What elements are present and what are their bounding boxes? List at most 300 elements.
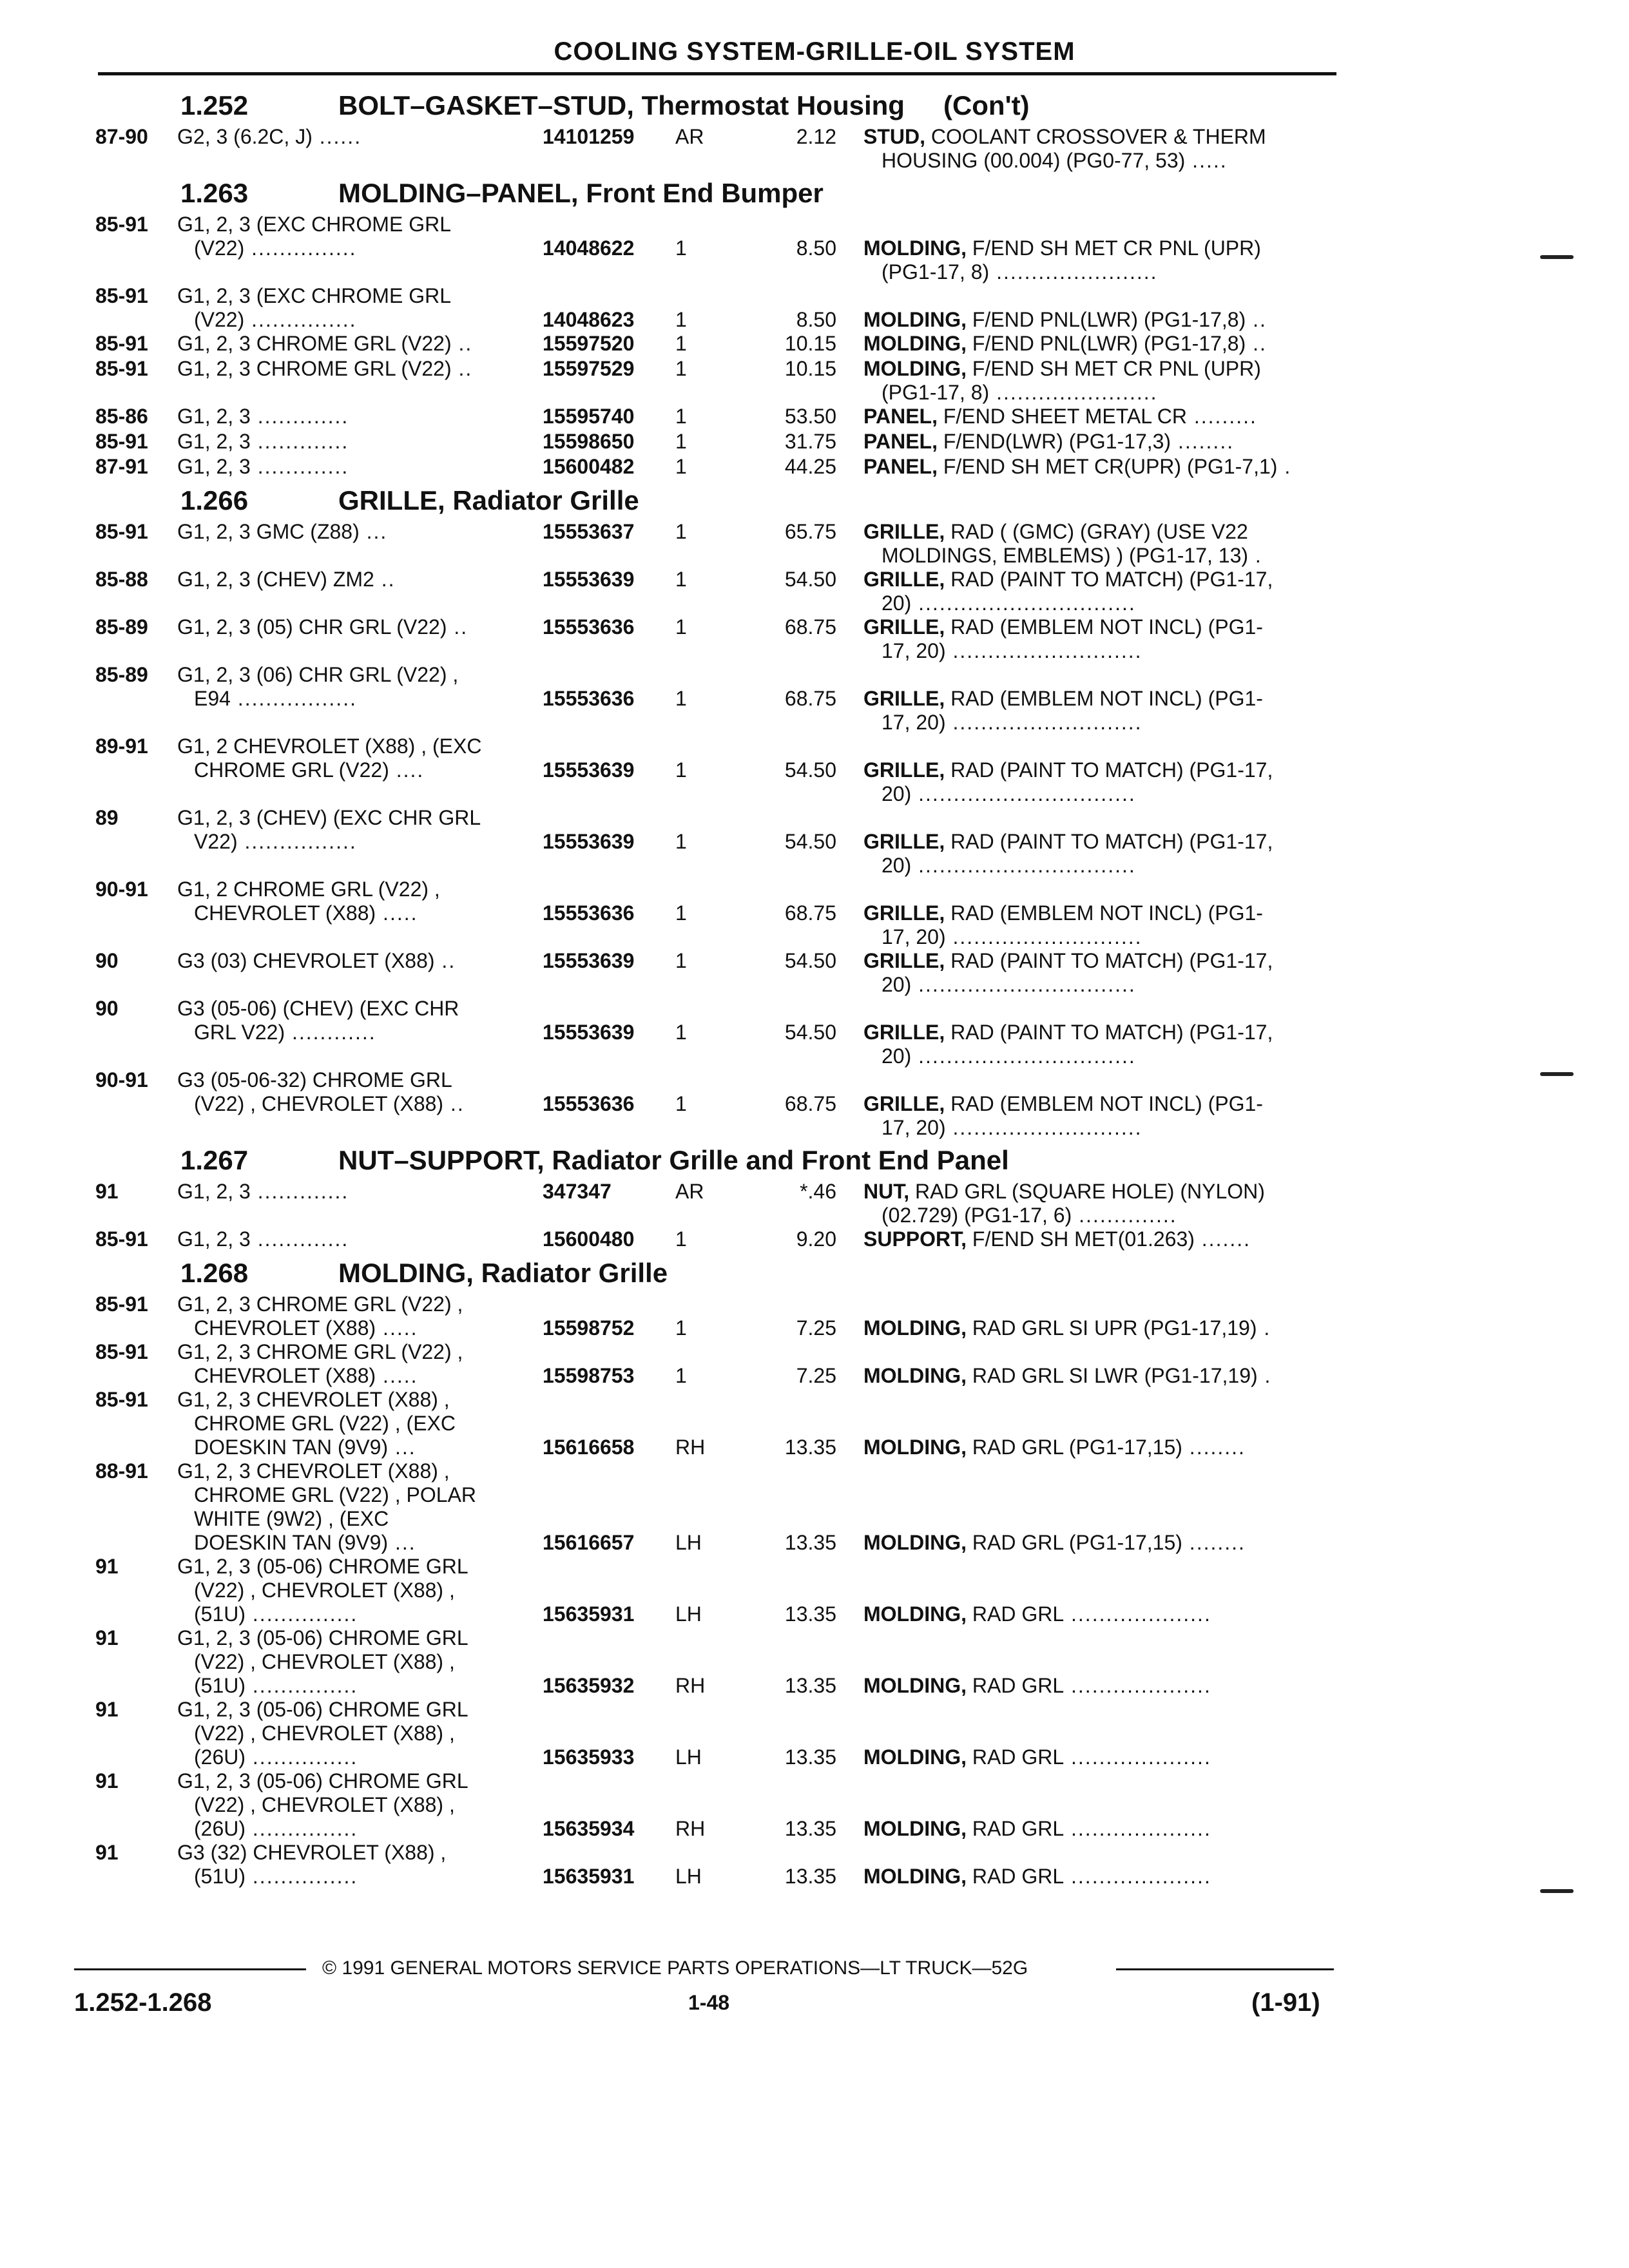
model-years: 91 xyxy=(95,1180,119,1203)
application-text: DOESKIN TAN (9V9) xyxy=(194,1531,389,1554)
application-text: G1, 2, 3 (CHEV) ZM2 xyxy=(177,568,374,591)
description-line xyxy=(863,782,1273,806)
description-text: RAD (EMBLEM NOT INCL) (PG1- xyxy=(950,901,1263,925)
price: 54.50 xyxy=(784,830,836,853)
section-title xyxy=(338,1145,1009,1176)
description-line xyxy=(863,1316,1271,1340)
part-name: MOLDING, xyxy=(863,1531,967,1554)
application-text: (V22) , CHEVROLET (X88) , xyxy=(194,1579,455,1602)
application-line xyxy=(177,1364,463,1388)
description-line xyxy=(863,830,1273,854)
description-line xyxy=(863,1092,1263,1116)
description-text: RAD GRL (PG1-17,15) xyxy=(972,1531,1182,1554)
section-title-text: BOLT–GASKET–STUD, Thermostat Housing xyxy=(338,90,905,120)
description xyxy=(863,949,1273,997)
application-line xyxy=(177,1021,459,1044)
description-text: 20) xyxy=(882,1044,912,1068)
description-line xyxy=(863,1745,1211,1769)
description-text: F/END PNL(LWR) (PG1-17,8) xyxy=(972,332,1246,355)
price: 7.25 xyxy=(796,1316,836,1340)
quantity: 1 xyxy=(675,520,687,543)
description-line xyxy=(863,687,1263,711)
model-years: 85-86 xyxy=(95,405,148,428)
part-number: 15553639 xyxy=(543,1021,635,1044)
application-text: G1, 2, 3 xyxy=(177,405,251,428)
part-name: MOLDING, xyxy=(863,1674,967,1697)
description-line xyxy=(863,758,1273,782)
table-row xyxy=(0,1227,1629,1251)
application-line xyxy=(177,125,361,149)
description xyxy=(863,1531,1246,1555)
application-line xyxy=(177,332,472,356)
leader-dots: .................... xyxy=(1064,1745,1211,1769)
part-number: 15597520 xyxy=(543,332,635,355)
application xyxy=(177,1841,446,1888)
description-text: F/END SH MET(01.263) xyxy=(972,1227,1195,1251)
application-text: (V22) , CHEVROLET (X88) , xyxy=(194,1793,455,1816)
application-text: G1, 2, 3 (05-06) CHROME GRL xyxy=(177,1769,468,1792)
description-text: 17, 20) xyxy=(882,1116,946,1139)
leader-dots: ............... xyxy=(246,1817,358,1840)
leader-dots: .. xyxy=(434,949,456,972)
description-text: 20) xyxy=(882,854,912,877)
description xyxy=(863,308,1267,332)
application-text: (V22) , CHEVROLET (X88) , xyxy=(194,1650,455,1673)
part-number: 15598753 xyxy=(543,1364,635,1387)
leader-dots: ............... xyxy=(246,1745,358,1769)
leader-dots: ............................... xyxy=(911,782,1136,805)
quantity: 1 xyxy=(675,568,687,591)
description-line xyxy=(863,1865,1211,1888)
application-text: G1, 2, 3 (05-06) CHROME GRL xyxy=(177,1555,468,1578)
model-years: 85-89 xyxy=(95,615,148,639)
application-text: (51U) xyxy=(194,1602,246,1626)
description xyxy=(863,332,1267,356)
description-line xyxy=(863,854,1273,878)
description-line xyxy=(863,711,1263,735)
table-row xyxy=(0,1180,1629,1227)
model-years: 90 xyxy=(95,949,119,972)
leader-dots: ............... xyxy=(244,236,357,260)
application xyxy=(177,1555,468,1626)
application-line xyxy=(177,405,349,428)
application-line xyxy=(177,878,440,901)
table-row xyxy=(0,357,1629,405)
application-text: G2, 3 (6.2C, J) xyxy=(177,125,313,148)
leader-dots: .................... xyxy=(1064,1602,1211,1626)
model-years: 85-91 xyxy=(95,1227,148,1251)
model-years: 88-91 xyxy=(95,1459,148,1483)
part-name: GRILLE, xyxy=(863,687,945,710)
application xyxy=(177,1388,456,1459)
part-name: MOLDING, xyxy=(863,357,967,380)
application-line xyxy=(177,1769,468,1793)
model-years: 90-91 xyxy=(95,1068,148,1091)
application-line xyxy=(177,1865,446,1888)
part-number: 15635932 xyxy=(543,1674,635,1697)
description-text: F/END SH MET CR(UPR) (PG1-7,1) xyxy=(943,455,1278,478)
description-line xyxy=(863,381,1261,405)
table-row xyxy=(0,568,1629,615)
part-number: 15616657 xyxy=(543,1531,635,1554)
application-line xyxy=(177,1579,468,1602)
description-line xyxy=(863,1602,1211,1626)
description-line xyxy=(863,544,1262,568)
part-number: 15635933 xyxy=(543,1745,635,1769)
application-line xyxy=(177,430,349,454)
table-row xyxy=(0,878,1629,949)
application xyxy=(177,949,456,973)
description-line xyxy=(863,591,1273,615)
quantity: 1 xyxy=(675,901,687,925)
description-text: RAD GRL xyxy=(972,1674,1065,1697)
part-number: 15598752 xyxy=(543,1316,635,1340)
table-row xyxy=(0,997,1629,1068)
part-name: PANEL, xyxy=(863,455,938,478)
application xyxy=(177,1180,349,1204)
application-line xyxy=(177,1436,456,1459)
description-text: RAD GRL (PG1-17,15) xyxy=(972,1436,1182,1459)
application-text: G1, 2, 3 CHROME GRL (V22) , xyxy=(177,1340,463,1363)
description-text: F/END SH MET CR PNL (UPR) xyxy=(972,236,1261,260)
description-text: F/END SH MET CR PNL (UPR) xyxy=(972,357,1261,380)
application-text: CHEVROLET (X88) xyxy=(194,1364,376,1387)
section-title xyxy=(338,1258,668,1289)
table-row xyxy=(0,430,1629,454)
application-line xyxy=(177,520,387,544)
table-row xyxy=(0,520,1629,568)
price: 65.75 xyxy=(784,520,836,543)
quantity: 1 xyxy=(675,1364,687,1387)
application-text: G1, 2, 3 (EXC CHROME GRL xyxy=(177,284,451,307)
application-line xyxy=(177,213,451,236)
leader-dots: ............... xyxy=(244,308,357,331)
price: *.46 xyxy=(800,1180,836,1203)
price: 13.35 xyxy=(784,1436,836,1459)
price: 53.50 xyxy=(784,405,836,428)
table-row xyxy=(0,125,1629,173)
price: 54.50 xyxy=(784,949,836,972)
description-text: 20) xyxy=(882,973,912,996)
application-text: G1, 2, 3 CHEVROLET (X88) , xyxy=(177,1388,450,1411)
application-text: (26U) xyxy=(194,1745,246,1769)
application xyxy=(177,1293,463,1340)
leader-dots: ... xyxy=(388,1531,416,1554)
part-number: 15595740 xyxy=(543,405,635,428)
application-line xyxy=(177,806,481,830)
table-row xyxy=(0,1769,1629,1841)
quantity: RH xyxy=(675,1674,706,1697)
application-line xyxy=(177,1602,468,1626)
description-text: RAD GRL xyxy=(972,1817,1065,1840)
price: 13.35 xyxy=(784,1865,836,1888)
application xyxy=(177,125,361,149)
application xyxy=(177,284,451,332)
part-name: SUPPORT, xyxy=(863,1227,967,1251)
part-name: GRILLE, xyxy=(863,568,945,591)
footer-revision: (1-91) xyxy=(1251,1988,1320,2017)
application xyxy=(177,1068,465,1116)
part-number: 15616658 xyxy=(543,1436,635,1459)
application-text: G1, 2, 3 CHROME GRL (V22) xyxy=(177,357,452,380)
application-text: (V22) xyxy=(194,236,245,260)
leader-dots: ........ xyxy=(1182,1531,1246,1554)
part-number: 15598650 xyxy=(543,430,635,453)
application xyxy=(177,1227,349,1251)
application-line xyxy=(177,308,451,332)
model-years: 85-91 xyxy=(95,284,148,307)
table-row xyxy=(0,615,1629,663)
section-title-text: NUT–SUPPORT, Radiator Grille and Front End Panel xyxy=(338,1145,1009,1175)
application-text: CHEVROLET (X88) xyxy=(194,901,376,925)
page-title: COOLING SYSTEM-GRILLE-OIL SYSTEM xyxy=(554,37,1075,66)
application-line xyxy=(177,1068,465,1092)
leader-dots: ................. xyxy=(230,687,357,710)
leader-dots: ........................... xyxy=(945,925,1142,948)
leader-dots: .... xyxy=(389,758,425,782)
description-line xyxy=(863,1531,1246,1555)
leader-dots: ..... xyxy=(376,901,418,925)
description-text: RAD GRL xyxy=(972,1602,1065,1626)
table-row xyxy=(0,1068,1629,1140)
description-text: RAD (PAINT TO MATCH) (PG1-17, xyxy=(950,949,1273,972)
leader-dots: ............... xyxy=(246,1865,358,1888)
description-line xyxy=(863,1021,1273,1044)
description-line xyxy=(863,1817,1211,1841)
leader-dots: ............................... xyxy=(911,973,1136,996)
application-line xyxy=(177,997,459,1021)
title-rule xyxy=(98,72,1336,75)
part-number: 15553639 xyxy=(543,949,635,972)
table-row xyxy=(0,1698,1629,1769)
description-line xyxy=(863,1674,1211,1698)
price: 54.50 xyxy=(784,758,836,782)
application xyxy=(177,663,458,711)
table-row xyxy=(0,735,1629,806)
part-number: 14048622 xyxy=(543,236,635,260)
application-text: G1, 2, 3 (05) CHR GRL (V22) xyxy=(177,615,447,639)
model-years: 90-91 xyxy=(95,878,148,901)
description-text: RAD GRL (SQUARE HOLE) (NYLON) xyxy=(915,1180,1265,1203)
part-name: STUD, xyxy=(863,125,925,148)
application-line xyxy=(177,284,451,308)
margin-mark xyxy=(1540,1072,1574,1076)
model-years: 85-91 xyxy=(95,213,148,236)
quantity: AR xyxy=(675,125,704,148)
section-title-text: MOLDING–PANEL, Front End Bumper xyxy=(338,178,824,208)
leader-dots: ..... xyxy=(1185,149,1228,172)
application xyxy=(177,1459,476,1555)
model-years: 91 xyxy=(95,1769,119,1792)
application-text: WHITE (9W2) , (EXC xyxy=(194,1507,389,1530)
description-text: HOUSING (00.004) (PG0-77, 53) xyxy=(882,149,1186,172)
price: 13.35 xyxy=(784,1602,836,1626)
application xyxy=(177,1626,468,1698)
section-number: 1.267 xyxy=(180,1145,249,1175)
description xyxy=(863,1092,1263,1140)
leader-dots: ........................... xyxy=(945,1116,1142,1139)
footer-page-number: 1-48 xyxy=(688,1991,730,2014)
description-line xyxy=(863,949,1273,973)
price: 54.50 xyxy=(784,1021,836,1044)
price: 8.50 xyxy=(796,308,836,331)
description xyxy=(863,687,1263,735)
description-line xyxy=(863,615,1263,639)
model-years: 89 xyxy=(95,806,119,829)
application-text: G1, 2, 3 (05-06) CHROME GRL xyxy=(177,1698,468,1721)
application-line xyxy=(177,1180,349,1204)
section-title xyxy=(338,485,639,516)
part-name: GRILLE, xyxy=(863,1021,945,1044)
table-row xyxy=(0,1293,1629,1340)
description xyxy=(863,615,1263,663)
application-line xyxy=(177,1459,476,1483)
description-text: 17, 20) xyxy=(882,925,946,948)
application xyxy=(177,430,349,454)
leader-dots: . xyxy=(1257,1316,1271,1340)
description-text: RAD (EMBLEM NOT INCL) (PG1- xyxy=(950,1092,1263,1115)
leader-dots: ........................... xyxy=(945,711,1142,734)
description-text: COOLANT CROSSOVER & THERM xyxy=(930,125,1266,148)
model-years: 85-91 xyxy=(95,1340,148,1363)
description-text: RAD GRL xyxy=(972,1745,1065,1769)
application-line xyxy=(177,1316,463,1340)
application-text: (V22) , CHEVROLET (X88) , xyxy=(194,1722,455,1745)
description-line xyxy=(863,520,1262,544)
application-line xyxy=(177,568,396,591)
price: 54.50 xyxy=(784,568,836,591)
application-text: (26U) xyxy=(194,1817,246,1840)
description xyxy=(863,1436,1246,1459)
part-number: 15553639 xyxy=(543,758,635,782)
application-text: G1, 2, 3 xyxy=(177,455,251,478)
description-line xyxy=(863,973,1273,997)
quantity: 1 xyxy=(675,949,687,972)
leader-dots: .. xyxy=(451,332,473,355)
quantity: 1 xyxy=(675,830,687,853)
part-number: 15553637 xyxy=(543,520,635,543)
leader-dots: .. xyxy=(447,615,468,639)
leader-dots: ............. xyxy=(250,455,349,478)
description-line xyxy=(863,236,1261,260)
description-text: RAD GRL xyxy=(972,1865,1065,1888)
model-years: 85-88 xyxy=(95,568,148,591)
leader-dots: ........ xyxy=(1171,430,1235,453)
part-name: MOLDING, xyxy=(863,1865,967,1888)
description-line xyxy=(863,925,1263,949)
application-text: G1, 2 CHEVROLET (X88) , (EXC xyxy=(177,735,482,758)
leader-dots: ....... xyxy=(1194,1227,1251,1251)
quantity: 1 xyxy=(675,1092,687,1115)
model-years: 85-91 xyxy=(95,430,148,453)
application-line xyxy=(177,1388,456,1412)
model-years: 85-89 xyxy=(95,663,148,686)
application-text: G1, 2, 3 CHROME GRL (V22) , xyxy=(177,1293,463,1316)
description-line xyxy=(863,901,1263,925)
quantity: 1 xyxy=(675,1316,687,1340)
table-row xyxy=(0,949,1629,997)
leader-dots: .. xyxy=(1246,308,1267,331)
quantity: 1 xyxy=(675,332,687,355)
description-line xyxy=(863,149,1266,173)
leader-dots: ............................... xyxy=(911,854,1136,877)
application-line xyxy=(177,1650,468,1674)
part-name: MOLDING, xyxy=(863,1817,967,1840)
leader-dots: ......... xyxy=(1186,405,1257,428)
description-line xyxy=(863,568,1273,591)
section-continued: (Con't) xyxy=(943,90,1030,120)
quantity: AR xyxy=(675,1180,704,1203)
table-row xyxy=(0,1841,1629,1888)
application xyxy=(177,332,472,356)
description-text: (PG1-17, 8) xyxy=(882,381,990,404)
application-line xyxy=(177,830,481,854)
application-text: G3 (05-06-32) CHROME GRL xyxy=(177,1068,452,1091)
part-number: 15600480 xyxy=(543,1227,635,1251)
description-line xyxy=(863,1227,1251,1251)
application-text: G1, 2, 3 (05-06) CHROME GRL xyxy=(177,1626,468,1649)
leader-dots: ............... xyxy=(246,1674,358,1697)
table-row xyxy=(0,284,1629,332)
description xyxy=(863,1021,1273,1068)
application-line xyxy=(177,687,458,711)
application-line xyxy=(177,357,472,381)
application-text: G1, 2, 3 GMC (Z88) xyxy=(177,520,360,543)
description xyxy=(863,758,1273,806)
application-line xyxy=(177,1698,468,1722)
description xyxy=(863,901,1263,949)
quantity: 1 xyxy=(675,1227,687,1251)
leader-dots: ............ xyxy=(285,1021,376,1044)
part-number: 15635934 xyxy=(543,1817,635,1840)
price: 7.25 xyxy=(796,1364,836,1387)
table-row xyxy=(0,213,1629,284)
section-number: 1.263 xyxy=(180,178,249,208)
description-text: RAD GRL SI UPR (PG1-17,19) xyxy=(972,1316,1257,1340)
part-name: GRILLE, xyxy=(863,830,945,853)
description xyxy=(863,1364,1271,1388)
description xyxy=(863,405,1257,428)
quantity: RH xyxy=(675,1817,706,1840)
footer-rule-right xyxy=(1116,1968,1334,1970)
part-name: MOLDING, xyxy=(863,1602,967,1626)
application-text: (V22) , CHEVROLET (X88) xyxy=(194,1092,444,1115)
application-line xyxy=(177,735,481,758)
application xyxy=(177,520,387,544)
table-row xyxy=(0,806,1629,878)
price: 68.75 xyxy=(784,901,836,925)
application-text: (51U) xyxy=(194,1674,246,1697)
application-line xyxy=(177,1531,476,1555)
price: 10.15 xyxy=(784,357,836,380)
application xyxy=(177,1340,463,1388)
application xyxy=(177,878,440,925)
leader-dots: ... xyxy=(388,1436,416,1459)
leader-dots: .. xyxy=(374,568,396,591)
leader-dots: ....................... xyxy=(989,381,1158,404)
description xyxy=(863,1745,1211,1769)
application xyxy=(177,455,349,479)
leader-dots: .. xyxy=(451,357,473,380)
application xyxy=(177,1769,468,1841)
quantity: LH xyxy=(675,1602,702,1626)
part-number: 15635931 xyxy=(543,1602,635,1626)
description-text: F/END(LWR) (PG1-17,3) xyxy=(943,430,1171,453)
application-line xyxy=(177,1293,463,1316)
description-line xyxy=(863,430,1234,454)
leader-dots: ............................... xyxy=(911,1044,1136,1068)
application-text: G3 (03) CHEVROLET (X88) xyxy=(177,949,435,972)
